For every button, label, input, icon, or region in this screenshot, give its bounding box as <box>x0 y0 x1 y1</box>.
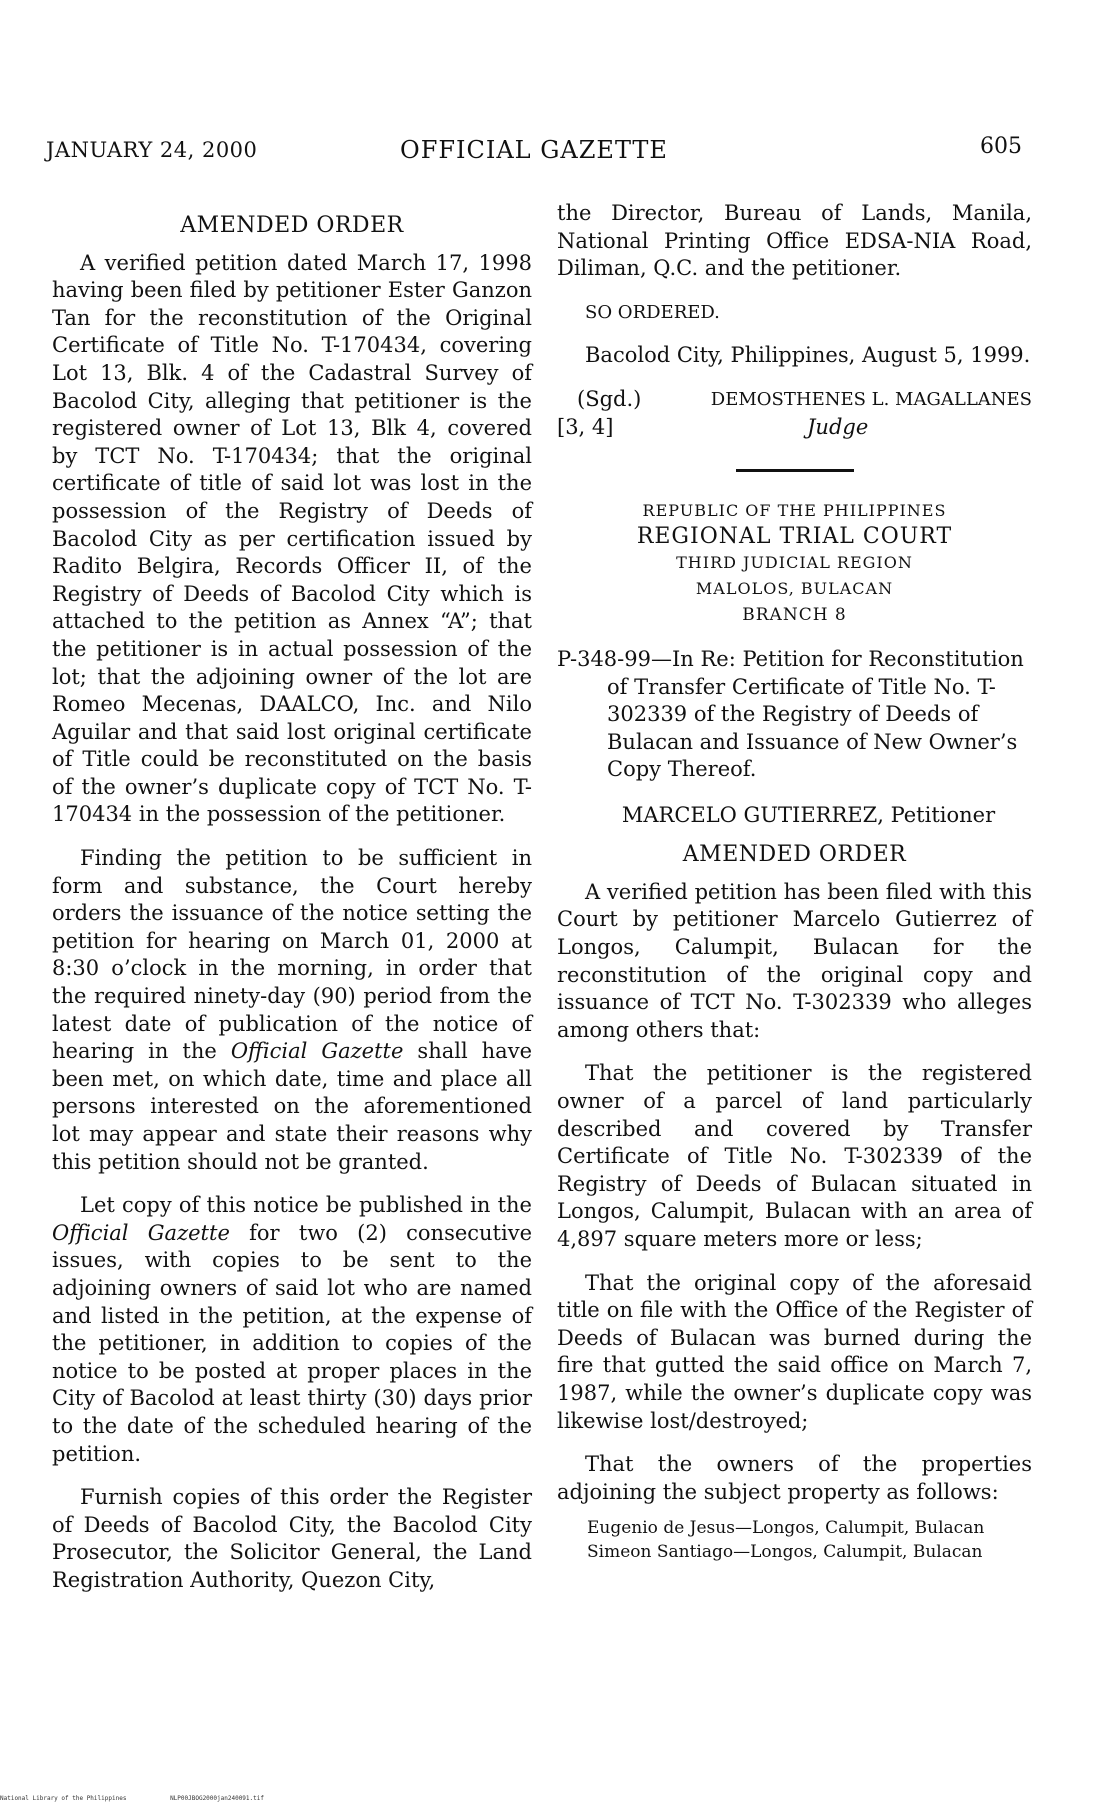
right-column <box>557 200 1032 1564</box>
left-paragraph-3-text-b: for two (2) consecutive issues, with copies to be sent to the adjoining owners of said lot who are named and listed in the petition, at the expense of the petitioner, in addition to copies of the notice to be posted at proper places in the City of Bacolod at least thirty (30) days prior to the date of the scheduled hearing of the petition. <box>52 1220 533 1466</box>
left-heading: AMENDED ORDER <box>180 213 404 238</box>
scan-footer <box>0 1795 304 1802</box>
right-paragraph-continued: the Director, Bureau of Lands, Manila, National Printing Office EDSA-NIA Road, Diliman, Q.C. and the petitioner. <box>557 201 1032 281</box>
case-title: P-348-99—In Re: Petition for Reconstitution of Transfer Certificate of Title No. T-302339 of the Registry of Deeds of Bulacan and Issuance of New Owner’s Copy Thereof. <box>557 647 1024 782</box>
judge-title: Judge <box>807 414 869 439</box>
left-paragraph-3 <box>52 1192 532 1468</box>
left-paragraph-3-text-a: Let copy of this notice be published in the <box>80 1193 532 1218</box>
left-paragraph-3-italic: Official Gazette <box>52 1220 230 1245</box>
signature-line <box>557 386 1032 414</box>
right-heading: AMENDED ORDER <box>682 842 907 868</box>
reference-numbers: [3, 4] <box>557 414 614 439</box>
right-paragraph-3: That the original copy of the aforesaid title on file with the Office of the Register of Deeds of Bulacan was burned during the fire that gutted the said office on March 7, 1987, while the owner’s duplicate copy was likewise lost/destroyed; <box>557 1270 1032 1433</box>
petitioner-role: , Petitioner <box>877 802 996 827</box>
court-republic: REPUBLIC OF THE PHILIPPINES <box>642 501 947 521</box>
court-location: MALOLOS, BULACAN <box>695 579 894 599</box>
left-paragraph-2 <box>52 845 532 1176</box>
left-paragraph-2-text-b: shall have been met, on which date, time and place all persons interested on the aforementioned lot may appear and state their reasons why this petition should not be granted. <box>52 1039 532 1174</box>
adjoining-owners-list <box>557 1516 1032 1564</box>
so-ordered: SO ORDERED. <box>585 301 720 323</box>
page-header <box>46 130 1022 170</box>
court-branch: BRANCH 8 <box>742 605 847 626</box>
order-date-line: Bacolod City, Philippines, August 5, 1999. <box>585 343 1031 368</box>
left-paragraph-2-italic: Official Gazette <box>230 1039 404 1064</box>
petitioner-line <box>557 802 1032 830</box>
left-paragraph-2-text-a: Finding the petition to be sufficient in form and substance, the Court hereby orders the issuance of the notice setting the petition for hearing on March 01, 2000 at 8:30 o’clock in the morning, in order that the required ninety-day (90) period from the latest date of publication of the notice of hearing in the <box>52 846 532 1064</box>
left-column <box>52 200 532 1611</box>
footer-library: National Library of the Philippines <box>0 1795 127 1802</box>
court-header <box>557 498 1032 628</box>
right-paragraph-1: A verified petition has been filed with this Court by petitioner Marcelo Gutierrez of Longos, Calumpit, Bulacan for the reconstitution of the original copy and issuance of TCT No. T-302339 who alleges among others that: <box>557 879 1032 1042</box>
judge-name: DEMOSTHENES L. MAGALLANES <box>710 388 1032 410</box>
header-title: OFFICIAL GAZETTE <box>400 136 668 164</box>
court-region: THIRD JUDICIAL REGION <box>676 553 913 573</box>
footer-file: NLP00JBOG2000jan240091.tif <box>170 1795 264 1802</box>
list-item: Eugenio de Jesus—Longos, Calumpit, Bulacan <box>587 1518 985 1539</box>
right-paragraph-4: That the owners of the properties adjoining the subject property as follows: <box>557 1452 1032 1504</box>
signed-mark: (Sgd.) <box>577 386 642 411</box>
petitioner-name: MARCELO GUTIERREZ <box>621 802 878 827</box>
signature-ref-line <box>557 414 1032 442</box>
left-paragraph-4: Furnish copies of this order the Register of Deeds of Bacolod City, the Bacolod City Prosecutor, the Solicitor General, the Land Registration Authority, Quezon City, <box>52 1485 532 1592</box>
page-number: 605 <box>980 134 1022 159</box>
section-divider <box>736 469 854 472</box>
list-item: Simeon Santiago—Longos, Calumpit, Bulacan <box>587 1542 983 1563</box>
left-paragraph-1: A verified petition dated March 17, 1998 having been filed by petitioner Ester Ganzon Tan for the reconstitution of the Original Certificate of Title No. T-170434, covering Lot 13, Blk. 4 of the Cadastral Survey of Bacolod City, alleging that petitioner is the registered owner of Lot 13, Blk 4, covered by TCT No. T-170434; that the original certificate of title of said lot was lost in the possession of the Registry of Deeds of Bacolod City as per certification issued by Radito Belgira, Records Officer II, of the Registry of Deeds of Bacolod City which is attached to the petition as Annex “A”; that the petitioner is in actual possession of the lot; that the adjoining owner of the lot are Romeo Mecenas, DAALCO, Inc. and Nilo Aguilar and that said lost original certificate of Title could be reconstituted on the basis of the owner’s duplicate copy of TCT No. T-170434 in the possession of the petitioner. <box>52 250 532 827</box>
header-date: JANUARY 24, 2000 <box>46 138 258 162</box>
right-paragraph-2: That the petitioner is the registered owner of a parcel of land particularly described and covered by Transfer Certificate of Title No. T-302339 of the Registry of Deeds of Bulacan situated in Longos, Calumpit, Bulacan with an area of 4,897 square meters more or less; <box>557 1061 1032 1251</box>
court-name: REGIONAL TRIAL COURT <box>636 524 953 550</box>
